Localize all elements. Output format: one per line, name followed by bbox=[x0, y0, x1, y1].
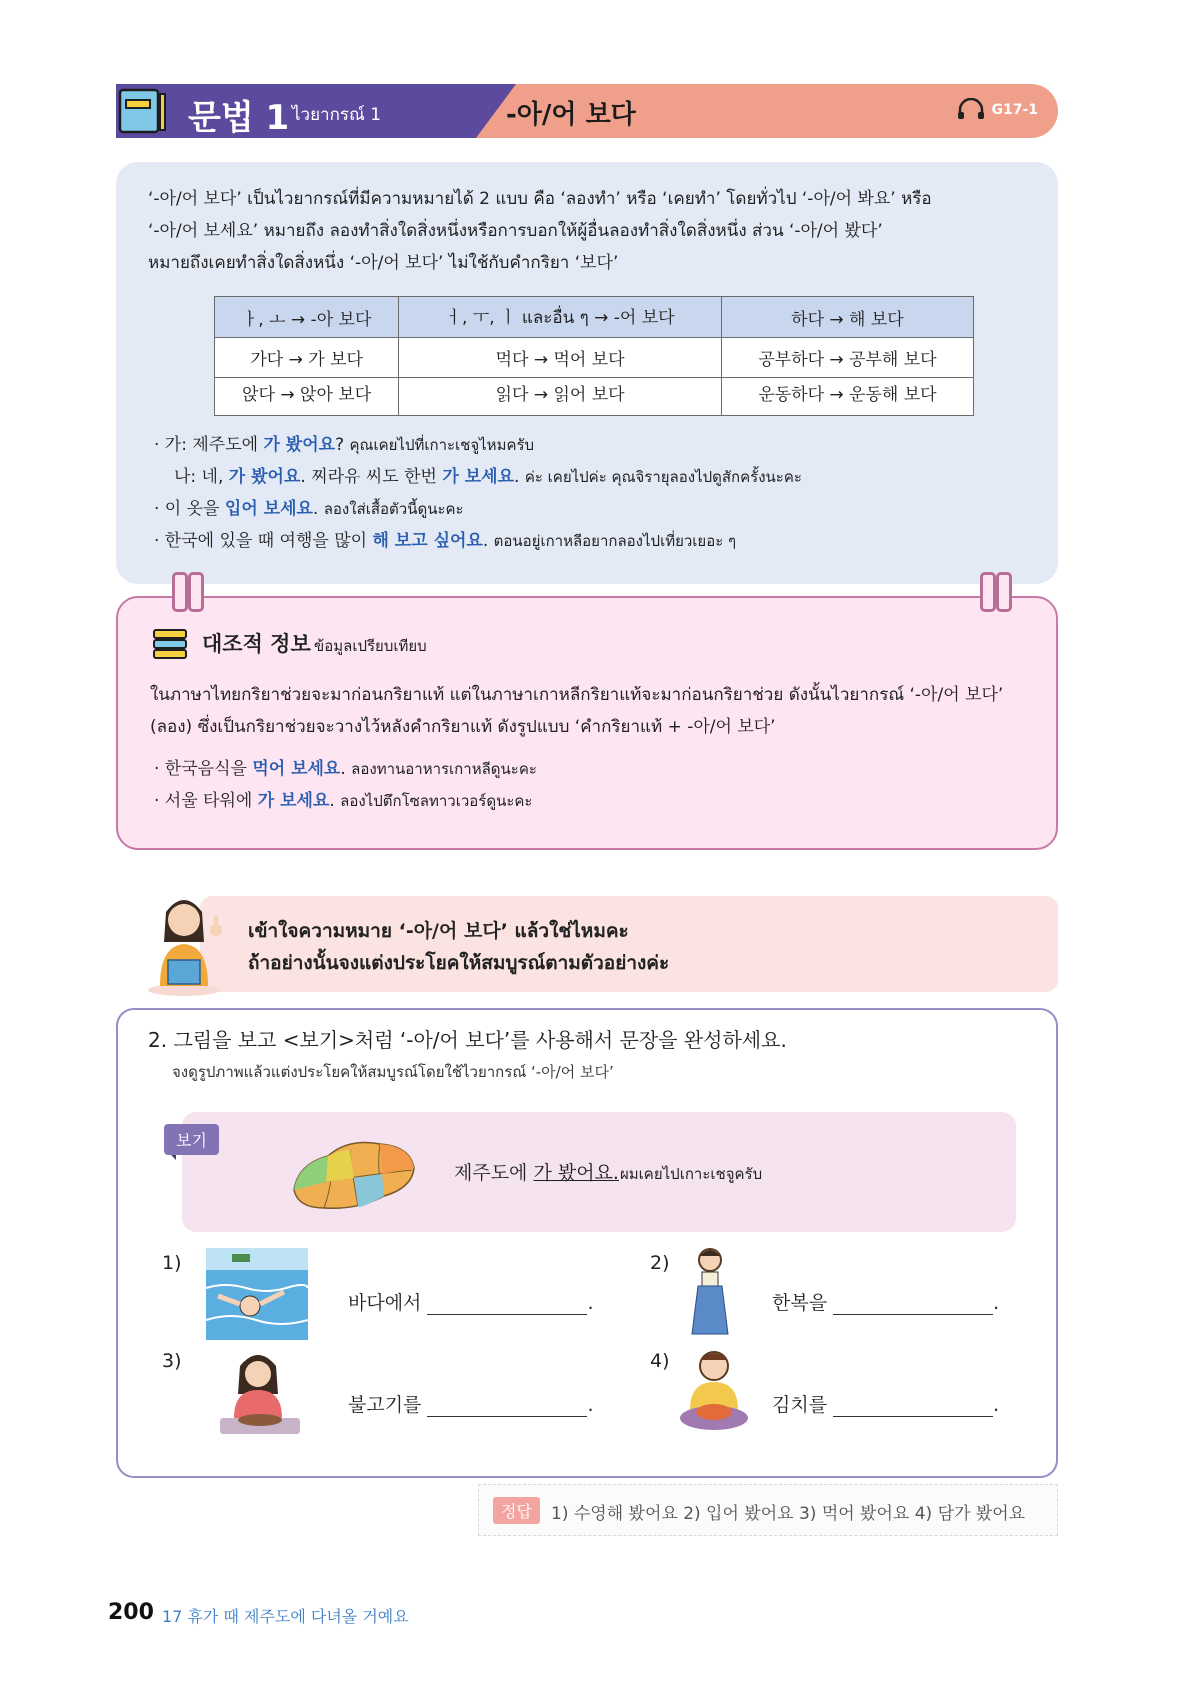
item-prompt: 한복을 bbox=[772, 1292, 828, 1314]
table-cell: 먹다 → 먹어 보다 bbox=[399, 338, 722, 378]
item-period: . bbox=[587, 1292, 594, 1314]
exercise-subtitle: จงดูรูปภาพแล้วแต่งประโยคให้สมบูรณ์โดยใช้ไวยากรณ์ ‘-아/어 보다’ bbox=[172, 1063, 614, 1081]
example-highlight: 해 보고 싶어요 bbox=[372, 531, 483, 551]
example-highlight: 먹어 보세요 bbox=[252, 759, 341, 779]
table-row bbox=[215, 338, 974, 378]
item-line bbox=[772, 1390, 999, 1417]
item-line bbox=[772, 1288, 999, 1315]
item-line bbox=[348, 1390, 594, 1417]
example-text: . bbox=[312, 499, 324, 519]
item-period: . bbox=[587, 1394, 594, 1416]
table-header: 하다 → 해 보다 bbox=[721, 297, 973, 338]
example-highlight: 입어 보세요 bbox=[224, 499, 313, 519]
binder-ring bbox=[996, 572, 1012, 612]
description-line: ‘-아/어 보세요’ หมายถึง ลองทำสิ่งใดสิ่งหนึ่งหรือการบอกให้ผู้อื่นลองทำสิ่งใดสิ่งหนึ่ง ส่วน ‘-아/어 봤다’ bbox=[148, 221, 883, 241]
contrast-example bbox=[154, 754, 537, 781]
exercise-title: 2. 그림을 보고 <보기>처럼 ‘-아/어 보다’를 사용해서 문장을 완성하세요. bbox=[148, 1028, 787, 1052]
example-text: · 한국에 있을 때 여행을 많이 bbox=[154, 531, 373, 551]
bubble-line: ถ้าอย่างนั้นจงแต่งประโยคให้สมบูรณ์ตามตัวอย่างค่ะ bbox=[248, 952, 670, 974]
example-thai: ค่ะ เคยไปค่ะ คุณจิรายุลองไปดูสักครั้งนะคะ bbox=[524, 468, 802, 486]
table-cell: 앉다 → 앉아 보다 bbox=[215, 378, 399, 416]
chapter-title: 17 휴가 때 제주도에 다녀올 거예요 bbox=[162, 1607, 409, 1626]
bulgogi-eating-illustration bbox=[214, 1344, 304, 1436]
example-thai: ลองไปตึกโซลทาวเวอร์ดูนะคะ bbox=[340, 792, 533, 810]
jeju-island-map bbox=[288, 1130, 418, 1214]
example-thai: ลองทานอาหารเกาหลีดูนะคะ bbox=[351, 760, 537, 778]
example-text: . bbox=[514, 467, 525, 487]
example-highlight: 가 보세요 bbox=[257, 791, 330, 811]
book-icon bbox=[116, 86, 168, 136]
example-highlight: 가 봤어요 bbox=[228, 467, 301, 487]
example-text: 나: 네, bbox=[174, 467, 229, 487]
grammar-title: -아/어 보다 bbox=[506, 100, 636, 130]
example-thai: ผมเคยไปเกาะเชจูครับ bbox=[620, 1165, 763, 1183]
answer-blank[interactable] bbox=[833, 1398, 993, 1417]
audio-track-code[interactable]: G17-1 bbox=[991, 102, 1038, 118]
table-header: ㅓ, ㅜ, ㅣ และอื่น ๆ → -어 보다 bbox=[399, 297, 722, 338]
example-sentence bbox=[154, 430, 534, 457]
example-text: . bbox=[340, 759, 352, 779]
item-number: 3) bbox=[162, 1350, 182, 1372]
example-text: . bbox=[482, 531, 494, 551]
example-sentence bbox=[154, 494, 464, 521]
table-row bbox=[215, 378, 974, 416]
contrastive-info-box bbox=[116, 596, 1058, 850]
answer-blank[interactable] bbox=[427, 1296, 587, 1315]
example-sentence bbox=[174, 462, 802, 489]
contrast-subtitle: ข้อมูลเปรียบเทียบ bbox=[314, 637, 427, 655]
item-prompt: 바다에서 bbox=[348, 1292, 422, 1314]
table-cell: 공부하다 → 공부해 보다 bbox=[721, 338, 973, 378]
teacher-illustration bbox=[146, 890, 232, 996]
contrast-title: 대조적 정보 bbox=[202, 632, 311, 656]
example-sentence bbox=[154, 526, 736, 553]
page-number: 200 bbox=[108, 1600, 154, 1625]
table-cell: 읽다 → 읽어 보다 bbox=[399, 378, 722, 416]
grammar-number: 문법 1 bbox=[188, 98, 290, 138]
description-line: หมายถึงเคยทำสิ่งใดสิ่งหนึ่ง ‘-아/어 보다’ ไม่ใช้กับคำกริยา ‘보다’ bbox=[148, 253, 619, 273]
answer-tag: 정답 bbox=[493, 1497, 540, 1524]
item-number: 4) bbox=[650, 1350, 670, 1372]
contrast-line: (ลอง) ซึ่งเป็นกริยาช่วยจะวางไว้หลังคำกริยาแท้ ดังรูปแบบ ‘คำกริยาแท้ + -아/어 보다’ bbox=[150, 717, 776, 737]
grammar-number-thai: ไวยากรณ์ 1 bbox=[292, 105, 382, 125]
teacher-speech-bubble bbox=[200, 896, 1058, 992]
grammar-header bbox=[116, 84, 1058, 138]
example-text: . 찌라유 씨도 한번 bbox=[300, 467, 443, 487]
exercise-box bbox=[116, 1008, 1058, 1478]
example-thai: ตอนอยู่เกาหลีอยากลองไปเที่ยวเยอะ ๆ bbox=[493, 532, 737, 550]
stacked-books-icon bbox=[152, 628, 188, 660]
description-line: ‘-아/어 보다’ เป็นไวยากรณ์ที่มีความหมายได้ 2 แบบ คือ ‘ลองทำ’ หรือ ‘เคยทำ’ โดยทั่วไป ‘-아/어 봐요’ หรือ bbox=[148, 189, 932, 209]
item-line bbox=[348, 1288, 594, 1315]
conjugation-table bbox=[214, 296, 974, 416]
answer-key bbox=[478, 1484, 1058, 1536]
item-period: . bbox=[993, 1292, 1000, 1314]
item-prompt: 김치를 bbox=[772, 1394, 828, 1416]
item-prompt: 불고기를 bbox=[348, 1394, 422, 1416]
example-text: · 이 옷을 bbox=[154, 499, 225, 519]
example-highlight: 가 보세요 bbox=[442, 467, 514, 487]
example-text: · 한국음식을 bbox=[154, 759, 253, 779]
binder-ring bbox=[188, 572, 204, 612]
answer-blank[interactable] bbox=[833, 1296, 993, 1315]
example-sentence bbox=[454, 1158, 619, 1185]
bubble-line: เข้าใจความหมาย ‘-아/어 보다’ แล้วใช่ไหมคะ bbox=[248, 920, 629, 942]
headphone-icon[interactable] bbox=[956, 98, 986, 125]
binder-ring bbox=[980, 572, 996, 612]
example-answer: 가 봤어요. bbox=[533, 1162, 619, 1184]
example-highlight: 가 봤어요 bbox=[263, 435, 336, 455]
example-text: · 서울 타워에 bbox=[154, 791, 258, 811]
example-tag: 보기 bbox=[164, 1124, 219, 1155]
example-text: . bbox=[329, 791, 341, 811]
answer-text: 1) 수영해 봤어요 2) 입어 봤어요 3) 먹어 봤어요 4) 담가 봤어요 bbox=[551, 1504, 1026, 1524]
table-cell: 운동하다 → 운동해 보다 bbox=[721, 378, 973, 416]
grammar-explanation-box bbox=[116, 162, 1058, 584]
kimchi-making-illustration bbox=[678, 1346, 752, 1432]
item-number: 1) bbox=[162, 1252, 182, 1274]
item-period: . bbox=[993, 1394, 1000, 1416]
table-cell: 가다 → 가 보다 bbox=[215, 338, 399, 378]
table-header: ㅏ, ㅗ → -아 보다 bbox=[215, 297, 399, 338]
example-thai: ลองใส่เสื้อตัวนี้ดูนะคะ bbox=[323, 500, 464, 518]
item-number: 2) bbox=[650, 1252, 670, 1274]
table-header-row bbox=[215, 297, 974, 338]
answer-blank[interactable] bbox=[427, 1398, 587, 1417]
swimming-illustration bbox=[206, 1248, 308, 1340]
example-text: · 가: 제주도에 bbox=[154, 435, 264, 455]
binder-ring bbox=[172, 572, 188, 612]
hanbok-girl-illustration bbox=[688, 1246, 732, 1338]
contrast-example bbox=[154, 786, 533, 813]
example-prompt: 제주도에 bbox=[454, 1162, 534, 1184]
contrast-line: ในภาษาไทยกริยาช่วยจะมาก่อนกริยาแท้ แต่ในภาษาเกาหลีกริยาแท้จะมาก่อนกริยาช่วย ดังนั้นไวยากรณ์ ‘-아/어 보다’ bbox=[150, 685, 1004, 705]
example-text: ? bbox=[335, 435, 350, 455]
example-thai: คุณเคยไปที่เกาะเชจูไหมครับ bbox=[349, 436, 535, 454]
